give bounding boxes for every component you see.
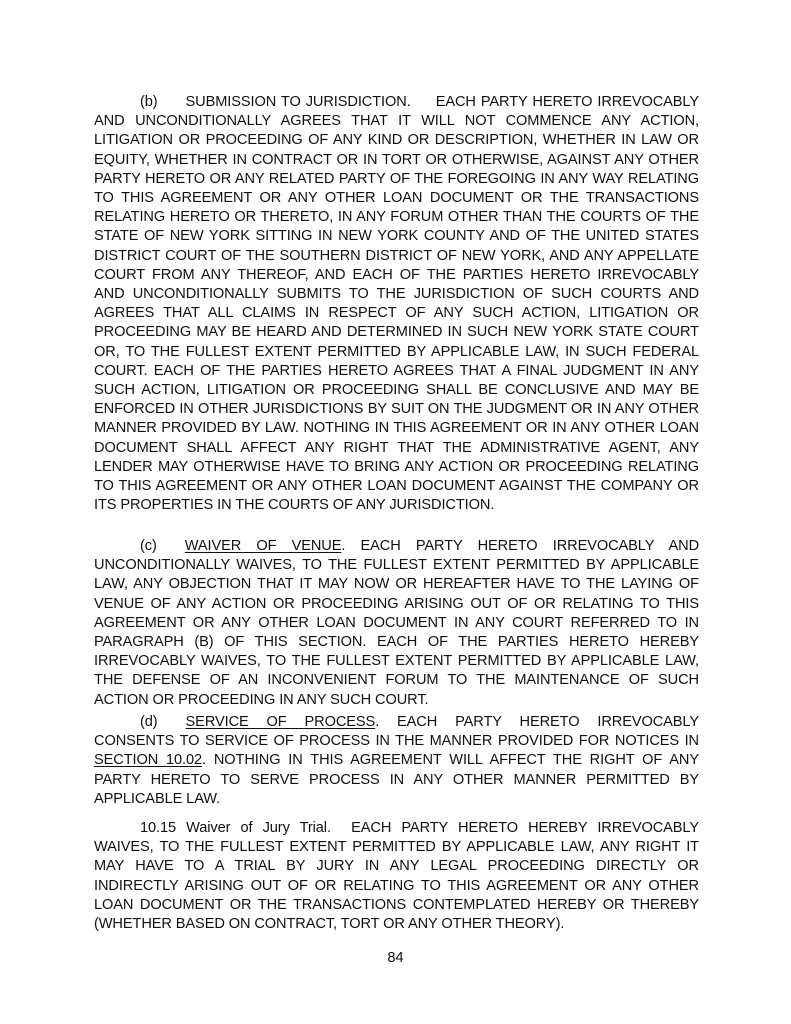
paragraph-submission-to-jurisdiction — [94, 93, 699, 515]
paragraph-body: EACH PARTY HERETO IRREVOCABLY AND UNCONDITIONALLY AGREES THAT IT WILL NOT COMMENCE ANY ACTION, LITIGATION OR PROCEEDING OF ANY KIND OR DESCRIPTION, WHETHER IN LAW OR EQUITY, WHETHER IN CONTRACT OR IN TORT OR OTHERWISE, AGAINST ANY OTHER PARTY HERETO OR ANY RELATED PARTY OF THE FOREGOING IN ANY WAY RELATING TO THIS AGREEMENT OR ANY OTHER LOAN DOCUMENT OR THE TRANSACTIONS RELATING HERETO OR THERETO, IN ANY FORUM OTHER THAN THE COURTS OF THE STATE OF NEW YORK SITTING IN NEW YORK COUNTY AND OF THE UNITED STATES DISTRICT COURT OF THE SOUTHERN DISTRICT OF NEW YORK, AND ANY APPELLATE COURT FROM ANY THEREOF, AND EACH OF THE PARTIES HERETO IRREVOCABLY AND UNCONDITIONALLY SUBMITS TO THE JURISDICTION OF SUCH COURTS AND AGREES THAT ALL CLAIMS IN RESPECT OF ANY SUCH ACTION, LITIGATION OR PROCEEDING MAY BE HEARD AND DETERMINED IN SUCH NEW YORK STATE COURT OR, TO THE FULLEST EXTENT PERMITTED BY APPLICABLE LAW, IN SUCH FEDERAL COURT. EACH OF THE PARTIES HERETO AGREES THAT A FINAL JUDGMENT IN ANY SUCH ACTION, LITIGATION OR PROCEEDING SHALL BE CONCLUSIVE AND MAY BE ENFORCED IN OTHER JURISDICTIONS BY SUIT ON THE JUDGMENT OR IN ANY OTHER MANNER PROVIDED BY LAW. NOTHING IN THIS AGREEMENT OR IN ANY OTHER LOAN DOCUMENT SHALL AFFECT ANY RIGHT THAT THE ADMINISTRATIVE AGENT, ANY LENDER MAY OTHERWISE HAVE TO BRING ANY ACTION OR PROCEEDING RELATING TO THIS AGREEMENT OR ANY OTHER LOAN DOCUMENT AGAINST THE COMPANY OR ITS PROPERTIES IN THE COURTS OF ANY JURISDICTION. — [94, 94, 699, 514]
paragraph-body-part-2: . NOTHING IN THIS AGREEMENT WILL AFFECT THE RIGHT OF ANY PARTY HERETO TO SERVE PROCESS IN ANY OTHER MANNER PERMITTED BY APPLICABLE LAW. — [94, 752, 699, 807]
paragraph-label: (b) — [140, 94, 158, 110]
paragraph-heading: WAIVER OF VENUE — [184, 538, 342, 554]
paragraph-label: (d) — [140, 714, 158, 730]
paragraph-heading: SUBMISSION TO JURISDICTION. — [185, 94, 411, 110]
paragraph-body: . EACH PARTY HERETO IRREVOCABLY AND UNCONDITIONALLY WAIVES, TO THE FULLEST EXTENT PERMITTED BY APPLICABLE LAW, ANY OBJECTION THAT IT MAY NOW OR HEREAFTER HAVE TO THE LAYING OF VENUE OF ANY ACTION OR PROCEEDING ARISING OUT OF OR RELATING TO THIS AGREEMENT OR ANY OTHER LOAN DOCUMENT IN ANY COURT REFERRED TO IN PARAGRAPH (B) OF THIS SECTION. EACH OF THE PARTIES HERETO HEREBY IRREVOCABLY WAIVES, TO THE FULLEST EXTENT PERMITTED BY APPLICABLE LAW, THE DEFENSE OF AN INCONVENIENT FORUM TO THE MAINTENANCE OF SUCH ACTION OR PROCEEDING IN ANY SUCH COURT. — [94, 538, 700, 708]
section-reference-link: SECTION 10.02 — [94, 752, 203, 769]
section-waiver-of-jury-trial — [94, 819, 699, 934]
page-number: 84 — [387, 950, 404, 966]
paragraph-heading: SERVICE OF PROCESS — [185, 714, 376, 730]
paragraph-label: (c) — [140, 538, 157, 554]
paragraph-body-part-1: . EACH PARTY HERETO IRREVOCABLY CONSENTS TO SERVICE OF PROCESS IN THE MANNER PROVIDED FOR NOTICES IN — [94, 714, 699, 750]
section-body: EACH PARTY HERETO HEREBY IRREVOCABLY WAIVES, TO THE FULLEST EXTENT PERMITTED BY APPLICABLE LAW, ANY RIGHT IT MAY HAVE TO A TRIAL BY JURY IN ANY LEGAL PROCEEDING DIRECTLY OR INDIRECTLY ARISING OUT OF OR RELATING TO THIS AGREEMENT OR ANY OTHER LOAN DOCUMENT OR THE TRANSACTIONS CONTEMPLATED HEREBY OR THEREBY (WHETHER BASED ON CONTRACT, TORT OR ANY OTHER THEORY). — [94, 820, 699, 933]
paragraph-service-of-process — [94, 713, 699, 809]
paragraph-waiver-of-venue — [94, 537, 699, 710]
section-heading: Waiver of Jury Trial. — [186, 820, 331, 836]
section-number: 10.15 — [140, 820, 177, 836]
